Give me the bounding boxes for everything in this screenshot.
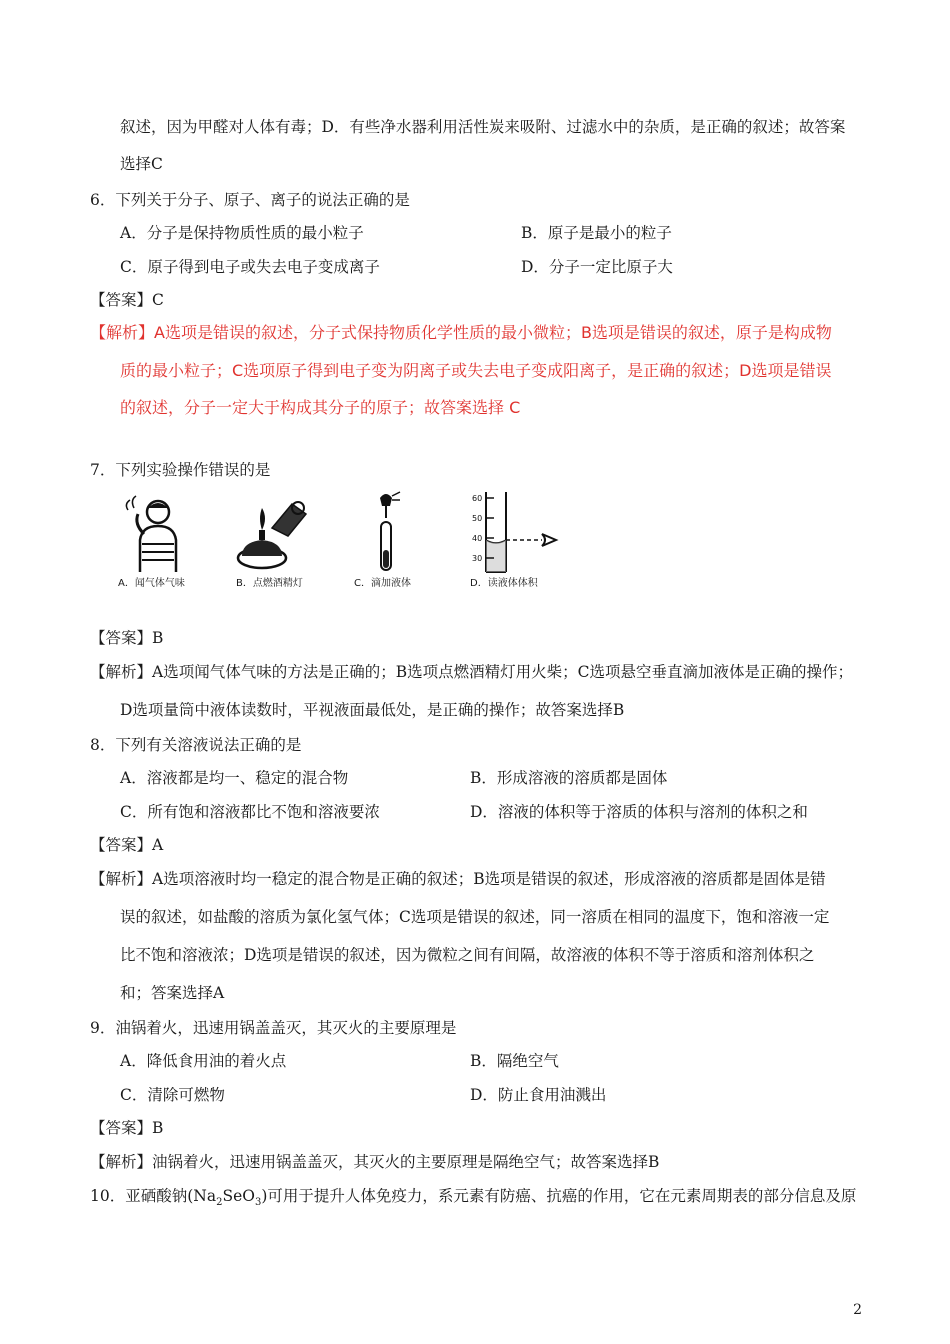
q9-answer: 【答案】B xyxy=(90,1119,164,1137)
q6-analysis-line: 的叙述，分子一定大于构成其分子的原子；故答案选择 C xyxy=(120,398,521,417)
q9-option-b: B．隔绝空气 xyxy=(470,1052,559,1070)
subscript: 3 xyxy=(254,1197,262,1209)
q5-analysis-line: 叙述，因为甲醛对人体有毒；D．有些净水器利用活性炭来吸附、过滤水中的杂质，是正确的叙述；故答案 xyxy=(120,118,846,136)
cylinder-tick-label: 40 xyxy=(472,534,483,543)
q9-option-a: A．降低食用油的着火点 xyxy=(120,1052,287,1070)
q8-option-d: D．溶液的体积等于溶质的体积与溶剂的体积之和 xyxy=(470,803,808,821)
q8-analysis-line: 比不饱和溶液浓；D选项是错误的叙述，因为微粒之间有间隔，故溶液的体积不等于溶质和溶剂体积之 xyxy=(120,946,815,964)
cylinder-tick-label: 30 xyxy=(472,554,483,563)
q6-stem: 6．下列关于分子、原子、离子的说法正确的是 xyxy=(90,191,410,209)
q9-stem: 9．油锅着火，迅速用锅盖盖灭，其灭火的主要原理是 xyxy=(90,1019,457,1037)
q10-stem xyxy=(90,1186,856,1213)
q6-analysis-line: 质的最小粒子；C选项原子得到电子变为阴离子或失去电子变成阳离子，是正确的叙述；D选项是错误 xyxy=(120,361,832,380)
q6-option-b: B．原子是最小的粒子 xyxy=(521,224,672,242)
q6-option-a: A．分子是保持物质性质的最小粒子 xyxy=(120,224,364,242)
figure-caption-b: B．点燃酒精灯 xyxy=(236,578,303,589)
q8-analysis-line: 误的叙述，如盐酸的溶质为氯化氢气体；C选项是错误的叙述，同一溶质在相同的温度下，饱和溶液一定 xyxy=(120,908,830,926)
q7-analysis-line: 【解析】A选项闻气体气味的方法是正确的；B选项点燃酒精灯用火柴；C选项悬空垂直滴加液体是正确的操作； xyxy=(90,663,853,681)
figure-caption-a: A．闻气体气味 xyxy=(118,578,185,589)
q8-option-a: A．溶液都是均一、稳定的混合物 xyxy=(120,769,349,787)
q6-analysis-line: 【解析】A选项是错误的叙述，分子式保持物质化学性质的最小微粒；B选项是错误的叙述，原子是构成物 xyxy=(90,323,832,342)
q8-stem: 8．下列有关溶液说法正确的是 xyxy=(90,736,302,754)
cylinder-tick-label: 50 xyxy=(472,514,483,523)
figure-b-alcohol-lamp-icon xyxy=(232,494,312,572)
figure-caption-c: C．滴加液体 xyxy=(354,578,411,589)
figure-d-graduated-cylinder-icon xyxy=(466,488,566,574)
q6-option-c: C．原子得到电子或失去电子变成离子 xyxy=(120,258,380,276)
page-number: 2 xyxy=(853,1302,862,1318)
q9-analysis-line: 【解析】油锅着火，迅速用锅盖盖灭，其灭火的主要原理是隔绝空气；故答案选择B xyxy=(90,1153,660,1171)
q10-stem-part: 10．亚硒酸钠(Na xyxy=(90,1187,217,1205)
q9-option-c: C．清除可燃物 xyxy=(120,1086,225,1104)
q6-answer: 【答案】C xyxy=(90,291,164,309)
q5-analysis-line: 选择C xyxy=(120,155,163,173)
figure-caption-d: D．读液体体积 xyxy=(470,578,538,589)
q10-stem-part: SeO xyxy=(222,1187,255,1205)
q6-option-d: D．分子一定比原子大 xyxy=(521,258,673,276)
figure-a-smelling-icon xyxy=(120,494,190,572)
subscript: 2 xyxy=(216,1197,223,1209)
q7-answer: 【答案】B xyxy=(90,629,164,647)
figure-c-dropper-icon xyxy=(366,490,406,574)
q8-analysis-line: 和；答案选择A xyxy=(120,984,225,1002)
q10-stem-part: )可用于提升人体免疫力，系元素有防癌、抗癌的作用，它在元素周期表的部分信息及原 xyxy=(261,1187,857,1205)
cylinder-tick-label: 60 xyxy=(472,494,483,503)
q8-analysis-line: 【解析】A选项溶液时均一稳定的混合物是正确的叙述；B选项是错误的叙述，形成溶液的溶质都是固体是错 xyxy=(90,870,826,888)
q7-stem: 7．下列实验操作错误的是 xyxy=(90,461,271,479)
q7-analysis-line: D选项量筒中液体读数时，平视液面最低处，是正确的操作；故答案选择B xyxy=(120,701,625,719)
q7-figure xyxy=(114,486,574,591)
q8-option-c: C．所有饱和溶液都比不饱和溶液要浓 xyxy=(120,803,380,821)
q8-option-b: B．形成溶液的溶质都是固体 xyxy=(470,769,668,787)
q8-answer: 【答案】A xyxy=(90,836,164,854)
q9-option-d: D．防止食用油溅出 xyxy=(470,1086,607,1104)
